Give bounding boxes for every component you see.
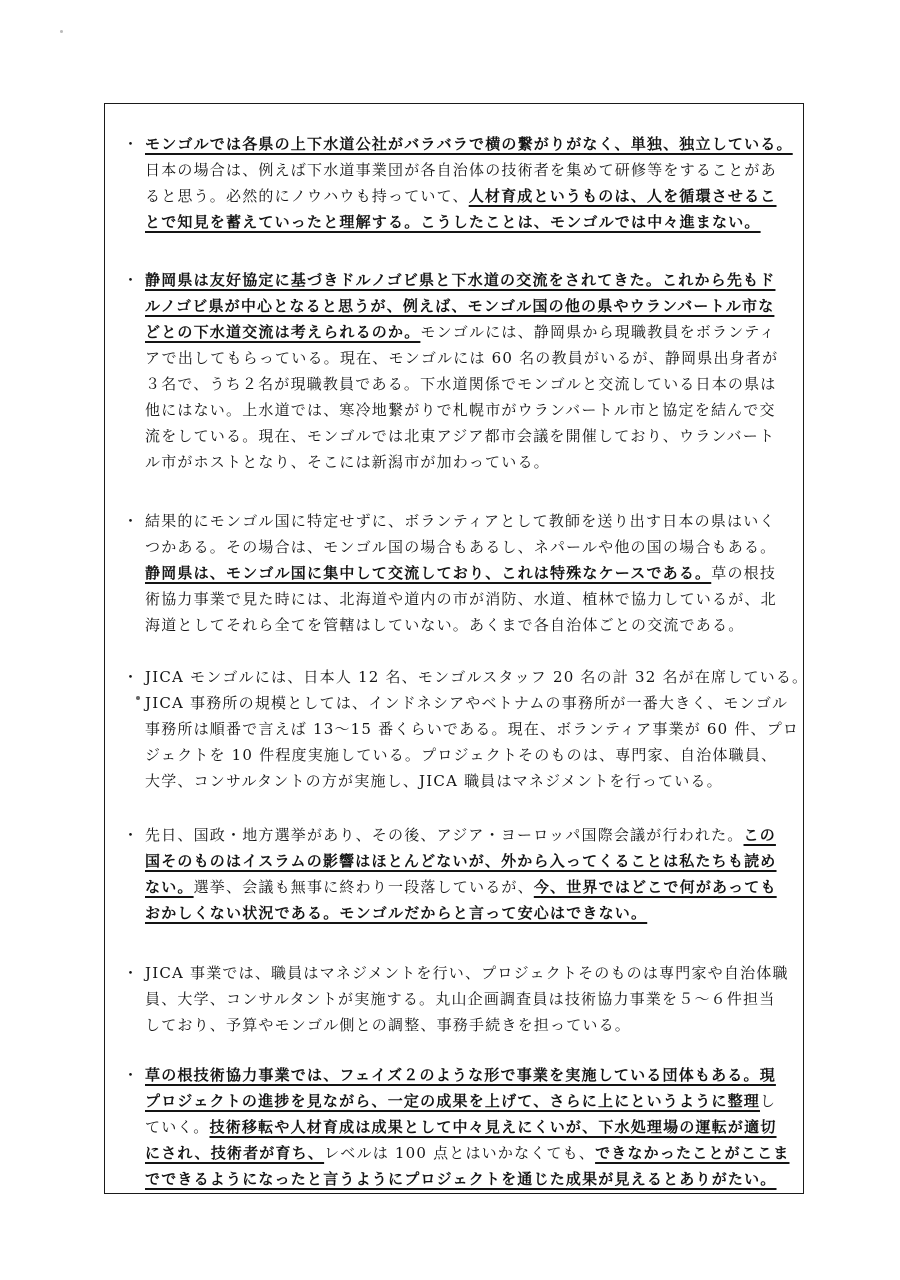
underlined-text: どとの下水道交流は考えられるのか。: [145, 323, 421, 341]
text-line: [145, 157, 777, 183]
text-line: [145, 960, 789, 986]
text-line: [145, 900, 759, 926]
bullet-item: [123, 664, 809, 794]
text-run: モンゴルには、静岡県から現職教員をボランティ: [420, 323, 776, 341]
text-run: 草の根技: [711, 564, 777, 582]
document-frame: [104, 103, 809, 1194]
underlined-text: 今、世界ではどこで何があっても: [533, 878, 777, 896]
bullet-item: [123, 508, 777, 638]
bullet-mark: ・: [123, 1066, 139, 1084]
text-run: 他にはない。上水道では、寒冷地繋がりで札幌市がウランバートル市と協定を結んで交: [145, 401, 776, 419]
bullet-mark: ・: [123, 668, 139, 686]
text-line: [145, 742, 778, 768]
text-run: 術協力事業で見た時には、北海道や道内の市が消防、水道、植林で協力しているが、北: [145, 590, 777, 608]
bullet-item: [123, 267, 779, 475]
text-run: 先日、国政・地方選挙があり、その後、アジア・ヨーロッパ国際会議が行われた。: [145, 826, 744, 844]
text-run: ３名で、うち２名が現職教員である。下水道関係でモンゴルと交流している日本の県は: [145, 375, 777, 393]
text-line: [145, 1114, 777, 1140]
text-run: JICA モンゴルには、日本人 12 名、モンゴルスタッフ 20 名の計 32 名が在席している。: [145, 668, 809, 686]
text-run: ジェクトを 10 件程度実施している。プロジェクトそのものは、専門家、自治体職員、: [145, 746, 778, 764]
underlined-text: できなかったことがここま: [595, 1144, 790, 1162]
text-run: ると思う。必然的にノウハウも持っていて、: [145, 187, 469, 205]
underlined-text: とで知見を蓄えていったと理解する。こうしたことは、モンゴルでは中々進まない。: [145, 213, 761, 231]
bullet-mark: ・: [123, 135, 139, 153]
text-run: ていく。: [145, 1118, 210, 1136]
underlined-text: にされ、技術者が育ち、: [145, 1144, 325, 1162]
text-line: [145, 183, 777, 209]
text-line: [145, 822, 776, 848]
underlined-text: ルノゴビ県が中心となると思うが、例えば、モンゴル国の他の県やウランバートル市な: [145, 297, 775, 315]
text-line: [145, 1140, 790, 1166]
text-line: [145, 534, 777, 560]
text-line: [145, 345, 779, 371]
text-run: 日本の場合は、例えば下水道事業団が各自治体の技術者を集めて研修等をすることがあ: [145, 161, 777, 179]
underlined-text: ない。: [145, 878, 194, 896]
bullet-mark: ・: [123, 826, 139, 844]
text-run: しており、予算やモンゴル側との調整、事務手続きを担っている。: [145, 1016, 632, 1034]
text-line: [145, 586, 777, 612]
text-line: [145, 423, 776, 449]
text-run: 海道としてそれら全てを管轄はしていない。あくまで各自治体ごとの交流である。: [145, 616, 745, 634]
text-line: [145, 874, 777, 900]
text-line: [145, 131, 793, 157]
text-run: レベルは 100 点とはいかなくても、: [324, 1144, 596, 1162]
text-run: 大学、コンサルタントの方が実施し、JICA 職員はマネジメントを行っている。: [145, 772, 723, 790]
underlined-text: 人材育成というものは、人を循環させるこ: [468, 187, 777, 205]
bullet-mark: ・: [123, 512, 139, 530]
underlined-text: 静岡県は友好協定に基づきドルノゴビ県と下水道の交流をされてきた。これから先もド: [145, 271, 776, 289]
text-line: [145, 664, 809, 690]
text-run: アで出してもらっている。現在、モンゴルには 60 名の教員がいるが、静岡県出身者が: [145, 349, 779, 367]
bullet-mark: ・: [123, 271, 139, 289]
text-run: ル市がホストとなり、そこには新潟市が加わっている。: [145, 453, 550, 471]
text-line: [145, 560, 777, 586]
underlined-text: 草の根技術協力事業では、フェイズ２のような形で事業を実施している団体もある。現: [145, 1066, 776, 1084]
text-line: [145, 508, 776, 534]
text-line: [145, 1088, 777, 1114]
text-line: [145, 1062, 776, 1088]
text-line: [145, 449, 759, 475]
text-run: 選挙、会議も無事に終わり一段落しているが、: [193, 878, 534, 896]
bullet-item: [123, 822, 777, 926]
text-run: つかある。その場合は、モンゴル国の場合もあるし、ネパールや他の国の場合もある。: [145, 538, 777, 556]
bullet-item: [123, 1062, 790, 1192]
text-line: [145, 397, 776, 423]
text-run: JICA 事務所の規模としては、インドネシアやベトナムの事務所が一番大きく、モンゴル: [145, 694, 789, 712]
bullet-mark: ・: [123, 964, 139, 982]
text-run: JICA 事業では、職員はマネジメントを行い、プロジェクトそのものは専門家や自治体職: [145, 964, 789, 982]
text-line: [145, 267, 776, 293]
text-line: [145, 293, 775, 319]
underlined-text: 技術移転や人材育成は成果として中々見えにくいが、下水処理場の運転が適切: [209, 1118, 777, 1136]
underlined-text: 静岡県は、モンゴル国に集中して交流しており、これは特殊なケースである。: [145, 564, 712, 582]
underlined-text: この: [743, 826, 776, 844]
text-line: [145, 1012, 759, 1038]
text-line: [145, 1166, 777, 1192]
text-run: 事務所は順番で言えば 13～15 番くらいである。現在、ボランティア事業が 60 件、プロ: [145, 720, 800, 738]
underlined-text: おかしくない状況である。モンゴルだからと言って安心はできない。: [145, 904, 648, 922]
text-line: [145, 768, 759, 794]
text-run: 流をしている。現在、モンゴルでは北東アジア都市会議を開催しており、ウランバート: [145, 427, 776, 445]
text-run: し: [760, 1092, 777, 1110]
scan-speck: [60, 30, 63, 33]
bullet-item: [123, 131, 793, 235]
text-run: 結果的にモンゴル国に特定せずに、ボランティアとして教師を送り出す日本の県はいく: [145, 512, 776, 530]
text-line: [145, 716, 800, 742]
underlined-text: モンゴルでは各県の上下水道公社がバラバラで横の繋がりがなく、単独、独立している。: [145, 135, 793, 153]
underlined-text: プロジェクトの進捗を見ながら、一定の成果を上げて、さらに上にというように整理: [145, 1092, 761, 1110]
text-line: [145, 986, 776, 1012]
text-line: [145, 848, 777, 874]
text-line: [145, 690, 789, 716]
underlined-text: でできるようになったと言うようにプロジェクトを通じた成果が見えるとありがたい。: [145, 1170, 777, 1188]
text-line: [145, 612, 759, 638]
text-line: [145, 209, 759, 235]
text-run: 員、大学、コンサルタントが実施する。丸山企画調査員は技術協力事業を５～６件担当: [145, 990, 776, 1008]
underlined-text: 国そのものはイスラムの影響はほとんどないが、外から入ってくることは私たちも読め: [145, 852, 777, 870]
text-line: [145, 371, 777, 397]
text-line: [145, 319, 776, 345]
bullet-item: [123, 960, 789, 1038]
